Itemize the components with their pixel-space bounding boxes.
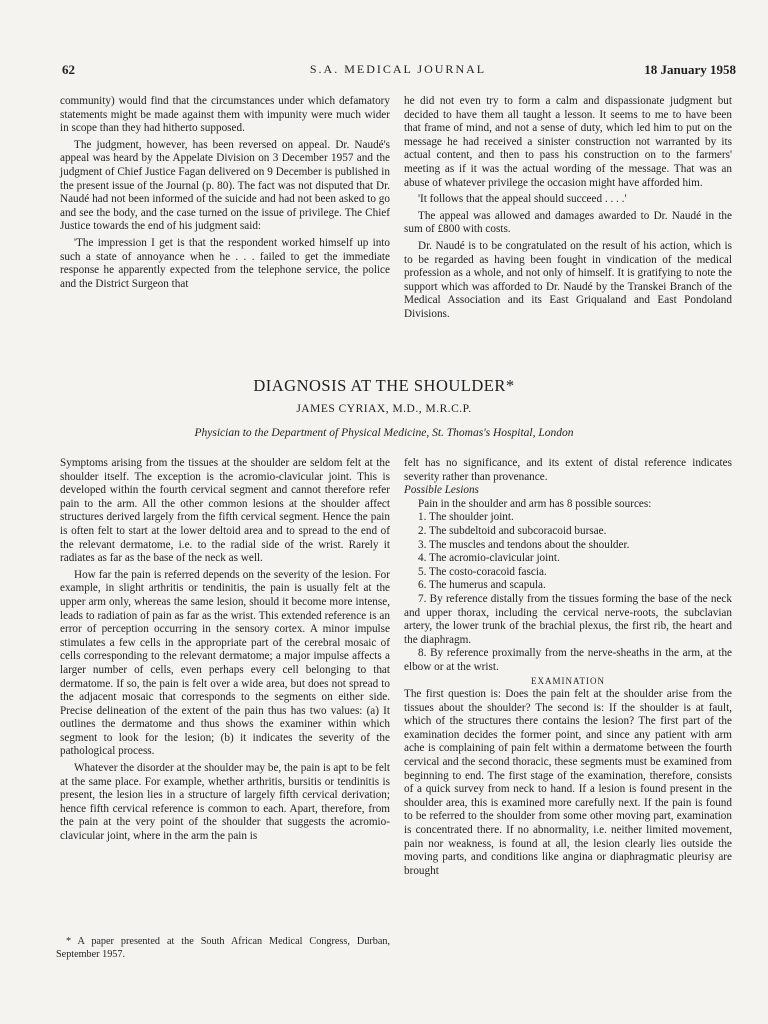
article-right-column — [404, 457, 732, 878]
list-item: 5. The costo-coracoid fascia. — [418, 565, 547, 578]
quotation-paragraph: 'It follows that the appeal should succeed . . . .' — [418, 193, 627, 206]
quotation-paragraph: 'The impression I get is that the respondent worked himself up into such a state of annoyance when he . . . failed to get the immediate response he apparently expected from the telephone service, the police and the District Surgeon that — [60, 236, 390, 290]
paragraph: How far the pain is referred depends on the severity of the lesion. For example, in slight arthritis or tendinitis, the pain is usually felt at the upper arm only, whereas the same lesion, should it become more intense, leads to radiation of pain as far as the wrist. This extended reference is an error of perception occurring in the sensory cortex. A minor impulse stimulates a few cells in the appropriate part of the cerebral mosaic of cells corresponding to the relevant dermatome; a major impulse affects a larger number of cells, even perhaps every cell belonging to that dermatome. If so, the pain is felt over a wide area, but does not spread to the adjacent mosaic that corresponds to the segments on either side. Precise delineation of the extent of the pain thus has two values: (a) It outlines the dermatome and thus shows the examiner within which segment to look for the lesion; (b) it indicates the severity of the pathological process. — [60, 568, 390, 758]
list-item: 2. The subdeltoid and subcoracoid bursae. — [418, 524, 607, 537]
issue-date: 18 January 1958 — [644, 62, 736, 77]
paragraph: Symptoms arising from the tissues at the shoulder are seldom felt at the shoulder itself. The exception is the acromio-clavicular joint. This is developed within the fourth cervical segment and cannot therefore refer pain to the arm. All the other common lesions at the shoulder affect structures derived largely from the fifth cervical segment. Hence the pain is often felt to start at the lower deltoid area and to spread to the end of the relevant dermatome, i.e. to the radial side of the wrist. Rarely it radiates as far as the base of the neck as well. — [60, 457, 390, 565]
editorial-left-column — [60, 95, 390, 291]
paragraph: felt has no significance, and its extent of distal reference indicates severity rather than provenance. — [404, 457, 732, 483]
journal-name: S.A. MEDICAL JOURNAL — [309, 62, 487, 76]
list-item: 8. By reference proximally from the nerve-sheaths in the arm, at the elbow or at the wrist. — [404, 647, 732, 673]
list-item: 3. The muscles and tendons about the shoulder. — [418, 538, 630, 551]
author-affiliation: Physician to the Department of Physical Medicine, St. Thomas's Hospital, London — [194, 427, 574, 439]
paragraph: community) would find that the circumstances under which defamatory statements might be made against them with impunity were much wider in scope than they had hitherto supposed. — [60, 95, 390, 135]
list-item: 1. The shoulder joint. — [418, 511, 514, 524]
paragraph: The first question is: Does the pain felt at the shoulder arise from the tissues about the shoulder? The second is: If the shoulder is at fault, which of the structures there contains the lesion? The first part of the examination decides the former point, and since any patient with arm ache is complaining of pain felt within a dermatome between the fourth cervical and the second thoracic, these segments must be examined from beginning to end. The first stage of the examination, therefore, consists of a quick survey from neck to hand. If a lesion is found present in the shoulder area, this is examined more carefully next. If the pain is found to be referred to the shoulder from some other moving part, examination is concentrated there. If no abnormality, i.e. neither limited movement, pain nor weakness, is found at all, the lesion clearly lies outside the moving parts, and conditions like angina or diaphragmatic pleurisy are brought — [404, 688, 732, 877]
paragraph: he did not even try to form a calm and dispassionate judgment but decided to have them all taught a lesson. It seems to me to have been that frame of mind, and not a sense of duty, which led him to put on the message he had received a sinister construction not warranted by its actual content, and then to pass his construction on to the farmers' meeting as if it was the actual wording of the message. That was an abuse of whatever privilege the occasion might have afforded him. — [404, 95, 732, 189]
footnote — [56, 936, 390, 961]
paragraph: The judgment, however, has been reversed on appeal. Dr. Naudé's appeal was heard by the Appelate Division on 3 December 1957 and the judgment of Chief Justice Fagan delivered on 9 December is published in the present issue of the Journal (p. 80). The fact was not disputed that Dr. Naudé had not been informed of the suicide and had not been asked to go and see the body, and the case turned on the issue of privilege. The Chief Justice towards the end of his judgment said: — [60, 138, 390, 233]
paragraph: Whatever the disorder at the shoulder may be, the pain is apt to be felt at the same place. For example, whether arthritis, bursitis or tendinitis is present, the lesion lies in a structure of largely fifth cervical derivation; hence fifth cervical reference is common to each. Apart, therefore, from the pain at the very point of the shoulder that suggests the acromio-clavicular joint, where in the arm the pain is — [60, 762, 390, 843]
running-header — [60, 62, 736, 80]
editorial-right-column — [404, 95, 732, 322]
section-heading-possible-lesions: Possible Lesions — [404, 484, 479, 497]
footnote-text: * A paper presented at the South African Medical Congress, Durban, September 1957. — [56, 936, 390, 960]
list-item: 4. The acromio-clavicular joint. — [418, 552, 560, 565]
paragraph: Pain in the shoulder and arm has 8 possible sources: — [418, 497, 652, 510]
page-number: 62 — [62, 62, 75, 77]
section-heading-examination: EXAMINATION — [531, 675, 605, 686]
list-item: 7. By reference distally from the tissues forming the base of the neck and upper thorax, including the cervical nerve-roots, the subclavian artery, the lower trunk of the brachial plexus, the first rib, the heart and the diaphragm. — [404, 592, 732, 646]
paragraph: The appeal was allowed and damages awarded to Dr. Naudé in the sum of £800 with costs. — [404, 209, 732, 236]
article-author: JAMES CYRIAX, M.D., M.R.C.P. — [296, 403, 472, 415]
paragraph: Dr. Naudé is to be congratulated on the result of his action, which is to be regarded as having been fought in vindication of the medical profession as a whole, and not only of himself. It is gratifying to note the support which was afforded to Dr. Naudé by the Transkei Branch of the Medical Association and its East Griqualand and East Pondoland Divisions. — [404, 239, 732, 320]
list-item: 6. The humerus and scapula. — [418, 579, 546, 592]
article-title: DIAGNOSIS AT THE SHOULDER* — [253, 376, 515, 395]
article-left-column — [60, 457, 390, 844]
